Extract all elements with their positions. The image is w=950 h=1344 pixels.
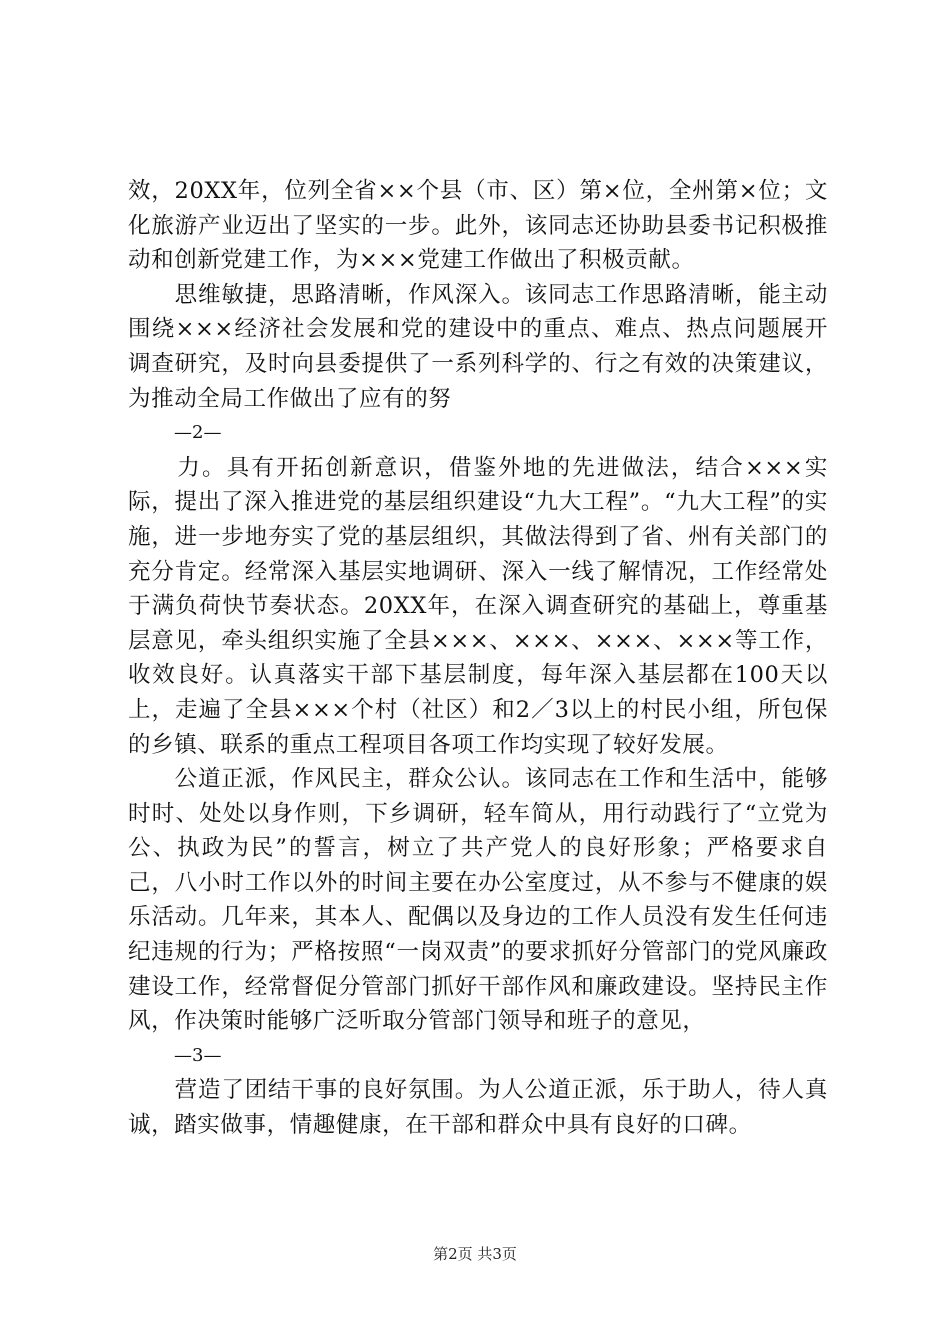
paragraph-reputation: 营造了团结干事的良好氛围。为人公道正派，乐于助人，待人真诚，踏实做事，情趣健康，在干部和群众中具有良好的口碑。	[128, 1077, 828, 1139]
inline-page-marker-2: —2—	[174, 422, 222, 444]
document-body	[128, 174, 828, 1143]
paragraph-thinking: 思维敏捷，思路清晰，作风深入。该同志工作思路清晰，能主动围绕×××经济社会发展和党的建设中的重点、难点、热点问题展开调查研究，及时向县委提供了一系列科学的、行之有效的决策建议，为推动全局工作做出了应有的努	[128, 281, 828, 412]
page-footer: 第2页 共3页	[433, 1245, 517, 1263]
paragraph-innovation: 力。具有开拓创新意识，借鉴外地的先进做法，结合×××实际，提出了深入推进党的基层组织建设“九大工程”。“九大工程”的实施，进一步地夯实了党的基层组织，其做法得到了省、州有关部门的充分肯定。经常深入基层实地调研、深入一线了解情况，工作经常处于满负荷快节奏状态。20XX年，在深入调查研究的基础上，尊重基层意见，牵头组织实施了全县×××、×××、×××、×××等工作，收效良好。认真落实干部下基层制度，每年深入基层都在100天以上，走遍了全县×××个村（社区）和2／3以上的村民小组，所包保的乡镇、联系的重点工程项目各项工作均实现了较好发展。	[128, 454, 828, 758]
inline-page-marker-3: —3—	[174, 1044, 222, 1066]
paragraph-achievements: 效，20XX年，位列全省××个县（市、区）第×位，全州第×位；文化旅游产业迈出了坚实的一步。此外，该同志还协助县委书记积极推动和创新党建工作，为×××党建工作做出了积极贡献。	[128, 178, 828, 274]
paragraph-integrity: 公道正派，作风民主，群众公认。该同志在工作和生活中，能够时时、处处以身作则，下乡调研，轻车简从，用行动践行了“立党为公、执政为民”的誓言，树立了共产党人的良好形象；严格要求自己，八小时工作以外的时间主要在办公室度过，从不参与不健康的娱乐活动。几年来，其本人、配偶以及身边的工作人员没有发生任何违纪违规的行为；严格按照“一岗双责”的要求抓好分管部门的党风廉政建设工作，经常督促分管部门抓好干部作风和廉政建设。坚持民主作风，作决策时能够广泛听取分管部门领导和班子的意见，	[128, 766, 828, 1035]
